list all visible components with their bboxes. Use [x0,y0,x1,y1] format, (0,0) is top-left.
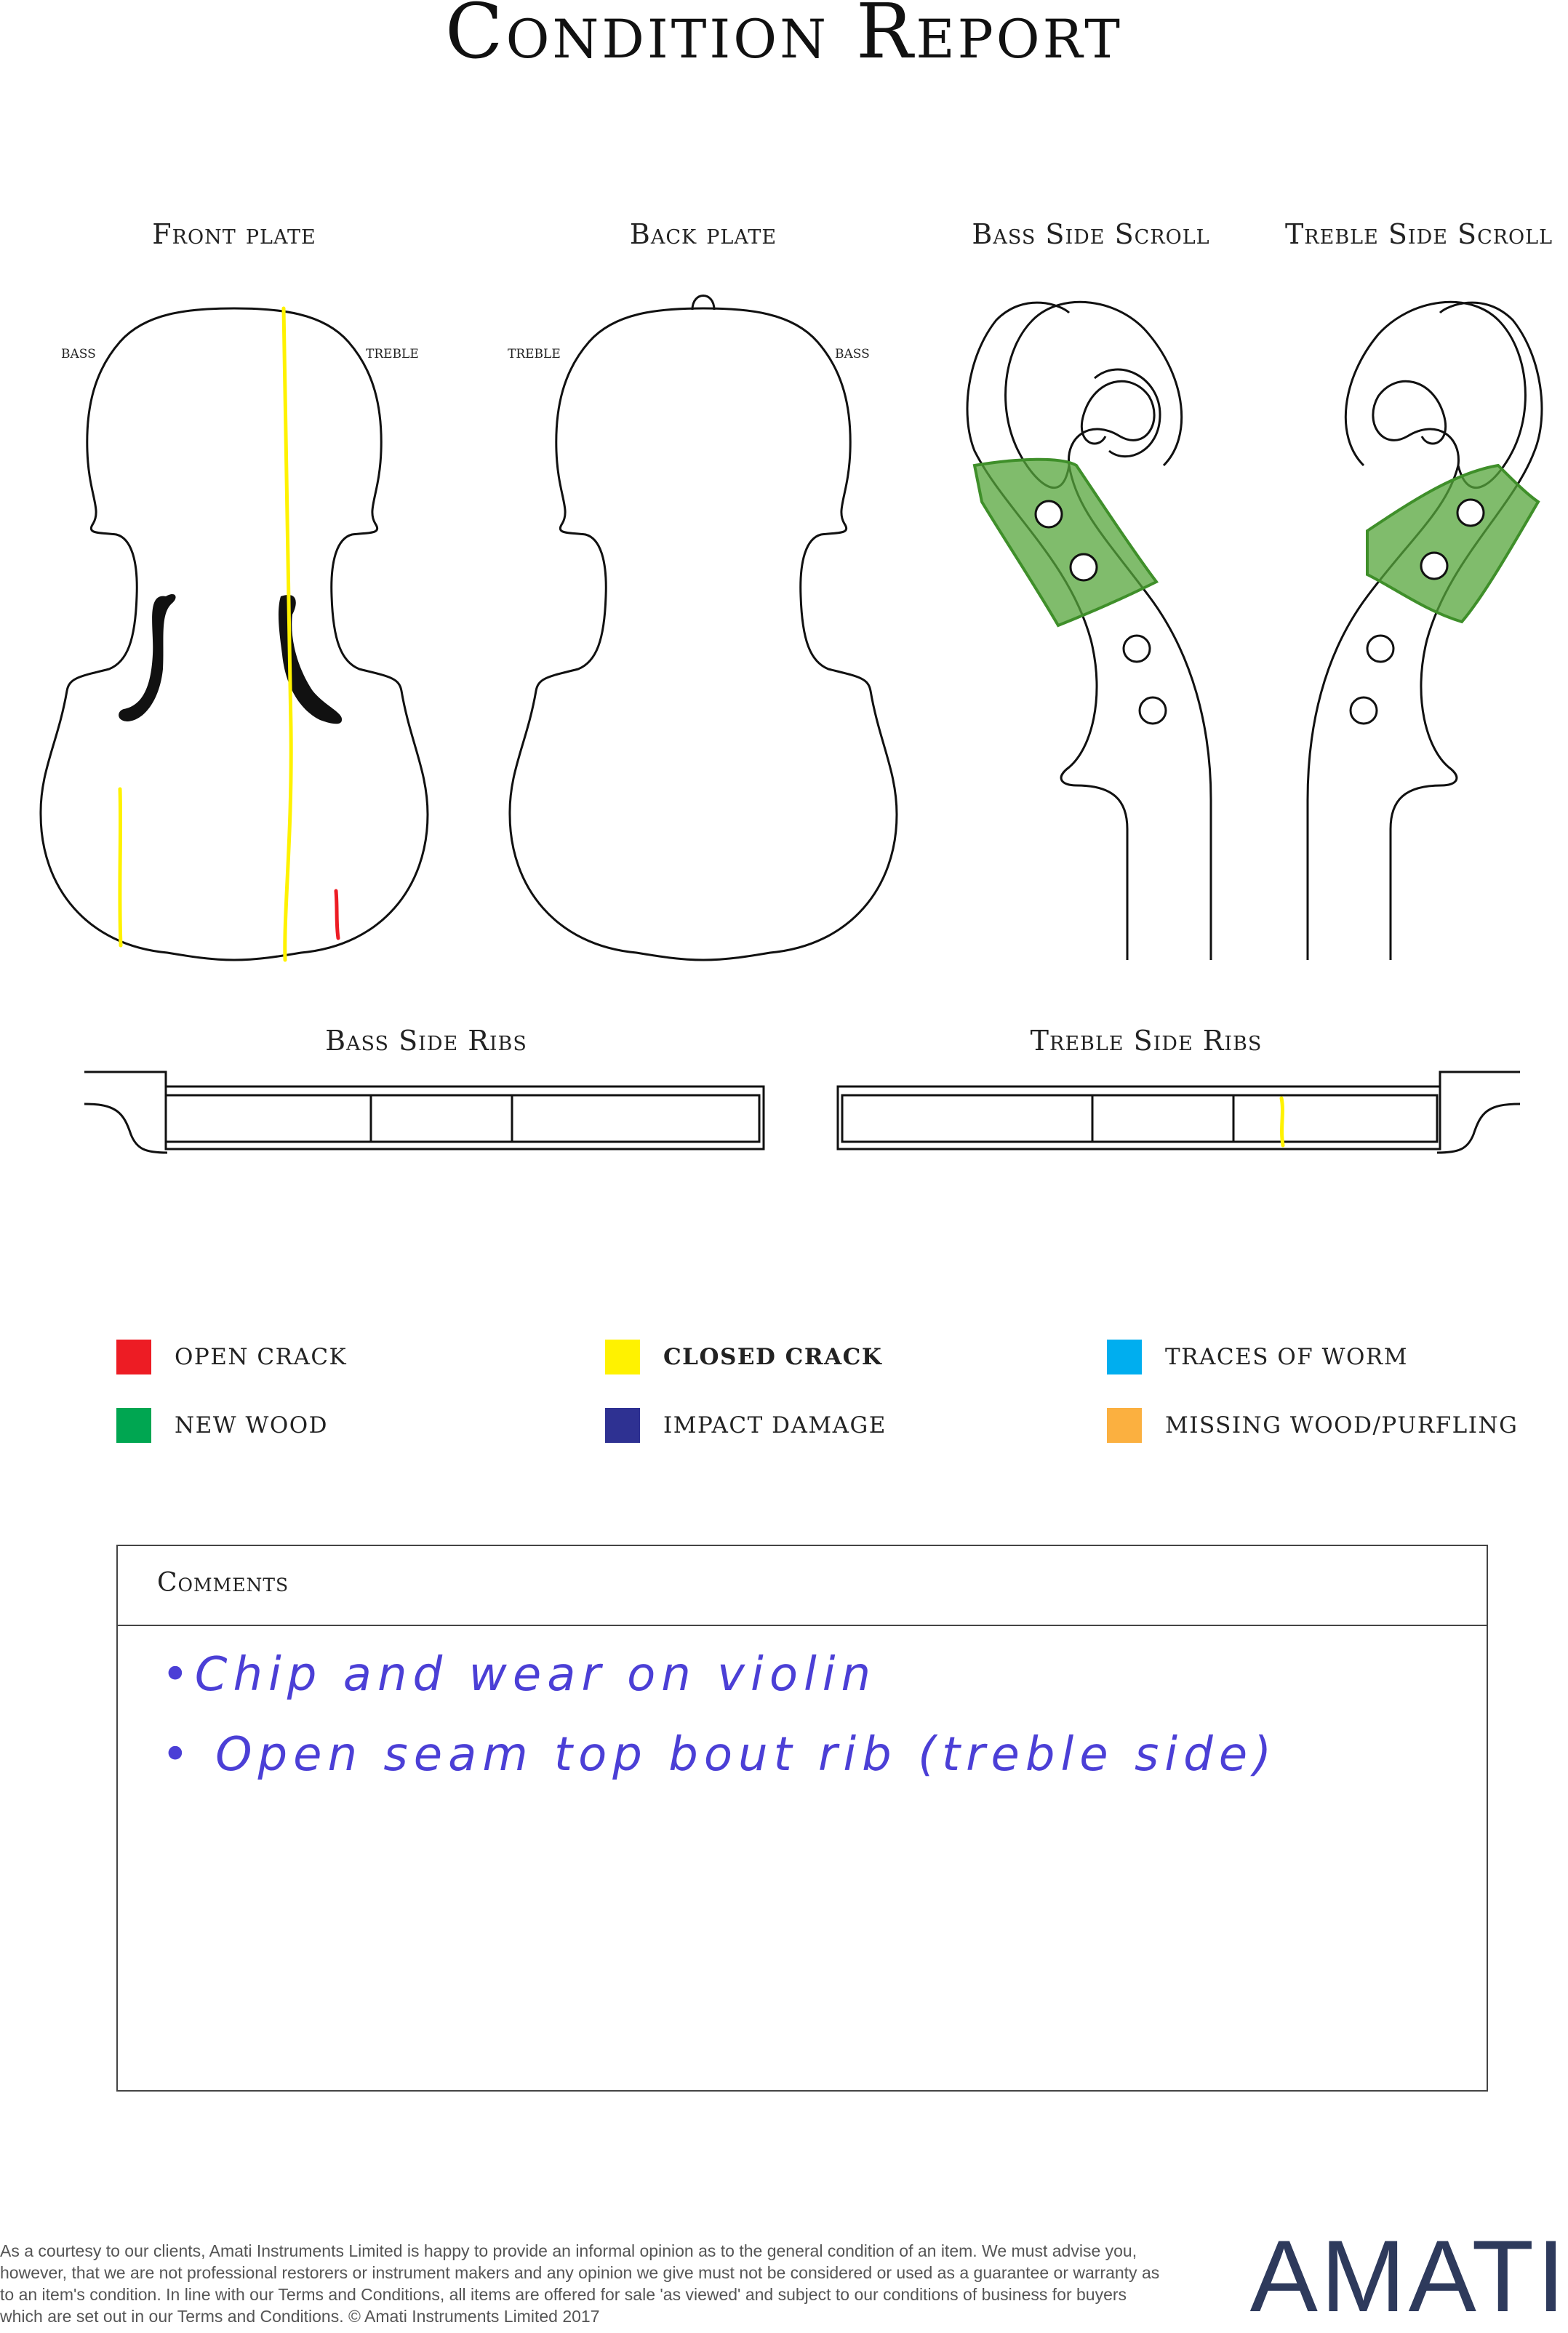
back-treble-label: treble [508,342,561,362]
back-plate-label: Back plate [629,218,777,250]
bass-side-ribs-label: Bass Side Ribs [325,1025,527,1057]
traces-of-worm-label: TRACES OF WORM [1165,1344,1408,1370]
closed-crack-swatch [605,1340,640,1374]
missing-wood-label: MISSING WOOD/PURFLING [1165,1412,1519,1438]
new-wood-markings [975,460,1538,625]
page-title: Condition Report [445,0,1123,76]
back-plate-outline [510,308,897,960]
open-crack-swatch [116,1340,151,1374]
new-wood-swatch [116,1408,151,1443]
front-plate-outline [41,308,428,960]
traces-of-worm-swatch [1107,1340,1142,1374]
bass-ribs-outline [84,1072,764,1153]
treble-side-ribs-label: Treble Side Ribs [1030,1025,1263,1057]
impact-damage-label: IMPACT DAMAGE [663,1412,887,1438]
comments-title: Comments [157,1568,289,1598]
bass-side-scroll-label: Bass Side Scroll [972,218,1210,250]
front-treble-label: treble [366,342,419,362]
comment-line-1: •Chip and wear on violin [161,1648,877,1702]
new-wood-label: NEW WOOD [175,1412,329,1438]
comments-box [116,1545,1488,2092]
comment-line-2: • Open seam top bout rib (treble side) [161,1728,1278,1782]
disclaimer-text: As a courtesy to our clients, Amati Instruments Limited is happy to provide an informal opinion as to the general condition of an item. We must advise you, however, that we are not professional restorers or instrument makers and any opinion we give must not be considered or used as a guarantee or warranty as to an item's condition. In line with our Terms and Conditions, all items are offered for sale 'as viewed' and subject to our conditions of business for buyers which are set out in our Terms and Conditions. © Amati Instruments Limited 2017 [0,2241,1160,2326]
amati-logo: AMATI [1249,2219,1568,2333]
bass-scroll-outline [967,302,1211,960]
closed-crack-label: CLOSED CRACK [663,1344,883,1370]
comments-header [118,1546,1487,1626]
condition-markings [120,308,1283,1145]
treble-scroll-outline [1308,302,1542,960]
front-bass-label: bass [61,342,96,362]
legend-missing-wood [1107,1408,1518,1443]
open-crack-label: OPEN CRACK [175,1344,348,1370]
legend-new-wood [116,1408,328,1443]
front-plate-label: Front plate [152,218,316,250]
legend-impact-damage [605,1408,887,1443]
treble-ribs-outline [838,1072,1520,1153]
back-bass-label: bass [835,342,870,362]
legend-traces-of-worm [1107,1340,1408,1374]
impact-damage-swatch [605,1408,640,1443]
legend-closed-crack [605,1340,882,1374]
missing-wood-swatch [1107,1408,1142,1443]
treble-side-scroll-label: Treble Side Scroll [1284,218,1553,250]
legend-open-crack [116,1340,347,1374]
f-holes [119,594,342,724]
